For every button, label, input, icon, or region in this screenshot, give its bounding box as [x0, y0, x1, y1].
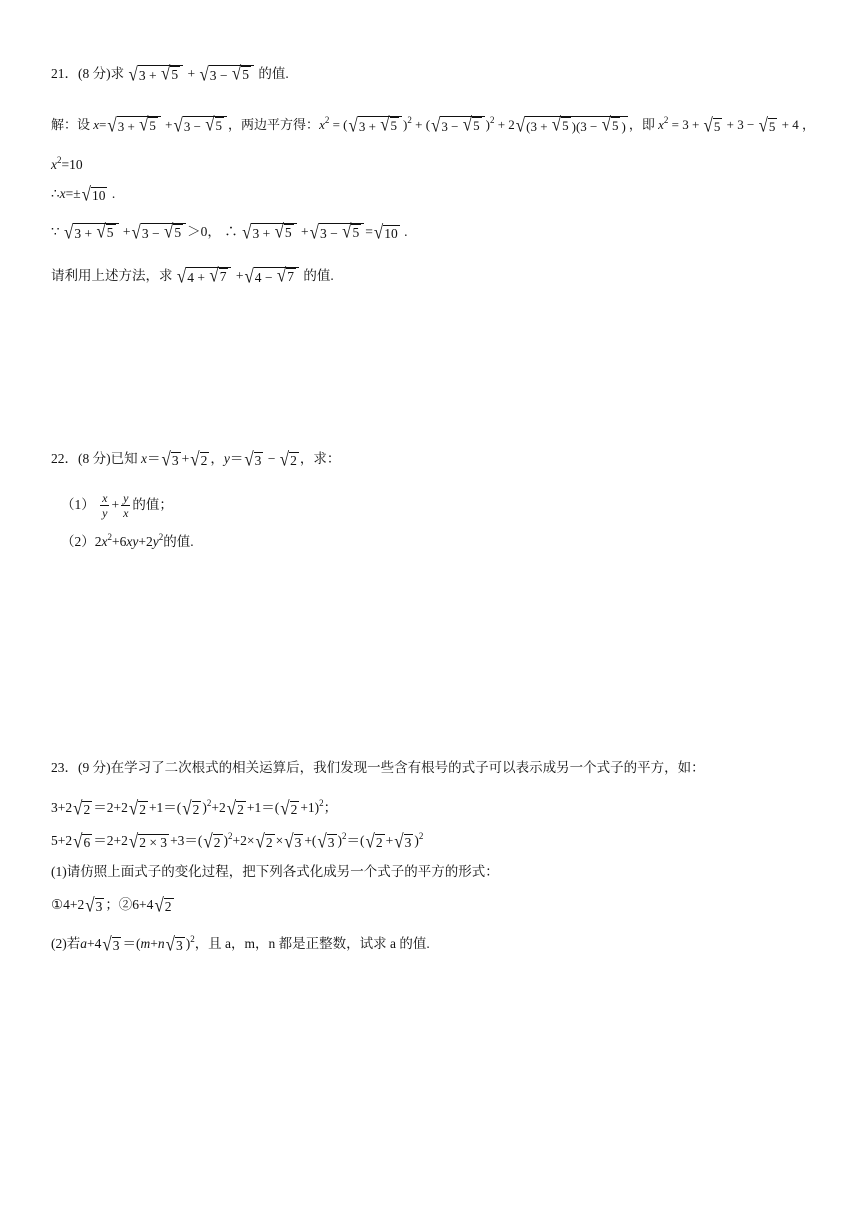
q22-item2: $(2)2x^2+6xy+2y^2$的值.: [61, 532, 194, 549]
q23-items: ①4+2 √ 3 ；②6+4 √ 2: [51, 894, 172, 917]
q23-part1: (1)请仿照上面式子的变化过程，把下列各式化成另一个式子的平方的形式：: [51, 864, 499, 879]
q23-header: 23．(9 分)在学习了二次根式的相关运算后，我们发现一些含有根号的式子可以表示成另一个式子的平方，如：: [51, 760, 705, 775]
q21-conclusion: ∵ √ 3 + √ 5 + √ 3 − √ 5 ＞0， ∴ √ 3 + √ 5 + √ 3 − √ 5 = √ 10 .: [51, 220, 408, 244]
q21-solution-line1: 解：设 x= √ 3 + √ 5 + √ 3 − √ 5 ，两边平方得：$x^2$ = ( √ 3 + √ 5 )$^2$ + ( √ 3 − √ 5 )$^2$ + 2 √ (3 + √ 5 )(3 − √ 5 ) ，即 $x^2 = 3$ + √ 5 + 3 − √ 5 + 4 ，: [51, 113, 815, 137]
q21-x-result: ∴x=± √ 10 .: [51, 183, 116, 206]
q21-task: 请利用上述方法，求 √ 4 + √ 7 + √ 4 − √ 7 的值.: [51, 264, 334, 288]
q23-example2: 5+2 √ 6 ＝2+2 √ 2 × 3 +3＝( √ 2 )$^2$+2× √ 2 × √ 3 +( √ 3 )$^2$＝( √ 2 + √ 3 )$^2$: [51, 830, 424, 853]
q22-item1: （1） $\frac{x}{y}$ + $\frac{y}{x}$ 的值；: [61, 491, 173, 521]
q22-header: 22．(8 分)已知 x＝ √ 3 + √ 2 ，y＝ √ 3 − √ 2 ，求：: [51, 448, 341, 471]
q21-x2-result: $x^2=10$: [51, 155, 83, 172]
q21-header: 21．(8 分)求 √ 3 + √ 5 + √ 3 − √ 5 的值.: [51, 62, 289, 86]
q23-example1: 3+2 √ 2 ＝2+2 √ 2 +1＝( √ 2 )$^2$+2 √ 2 +1＝( √ 2 +1)$^2$；: [51, 797, 338, 820]
q23-part2: (2)若a+4 √ 3 ＝(m+n √ 3 )$^2$，且 a，m，n 都是正整数，试求 a 的值.: [51, 933, 430, 956]
